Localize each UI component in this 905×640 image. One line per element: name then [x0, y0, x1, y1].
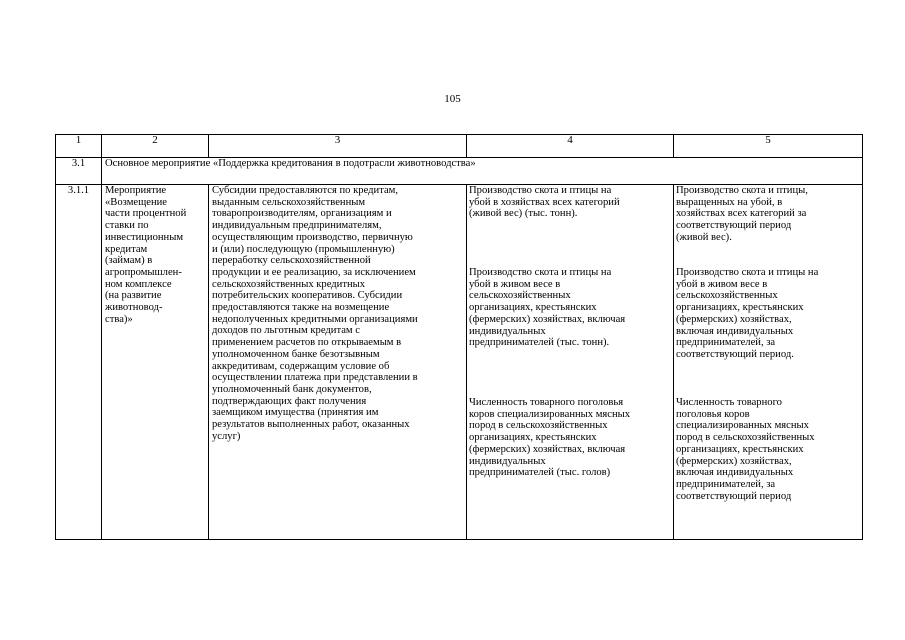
section-number: 3.1 — [56, 158, 102, 185]
indicator-2: Производство скота и птицы на убой в живом весе в сельскохозяйственных организациях, крестьянских (фермерских) хозяйствах, включая индивидуальных предпринимателей (тыс. тонн). — [469, 267, 626, 349]
definitions-cell — [674, 185, 863, 540]
measure-name-cell — [102, 185, 209, 540]
definition-2: Производство скота и птицы на убой в живом весе в сельскохозяйственных организациях, крестьянских (фермерских) хозяйствах, включая индивидуальных предпринимателей, за соответствующий период. — [676, 267, 819, 360]
row-number: 3.1.1 — [56, 185, 102, 540]
indicators-cell — [467, 185, 674, 540]
description-cell — [209, 185, 467, 540]
definition-1: Производство скота и птицы, выращенных на убой, в хозяйствах всех категорий за соответствующий период (живой вес). — [676, 185, 808, 243]
definition-3: Численность товарного поголовья коров специализированных мясных пород в сельскохозяйственных организациях, крестьянских (фермерских) хозяйствах, включая индивидуальных предпринимателей, за соответствующий период — [676, 397, 815, 502]
measures-table — [55, 134, 863, 540]
table-row — [56, 185, 863, 540]
header-col-5: 5 — [674, 135, 863, 158]
section-row — [56, 158, 863, 185]
header-col-1: 1 — [56, 135, 102, 158]
measure-name: Мероприятие «Возмещение части процентной ставки по инвестиционным кредитам (займам) в агропромышлен- ном комплексе (на развитие животновод- ства)» — [105, 185, 187, 325]
header-col-3: 3 — [209, 135, 467, 158]
header-col-4: 4 — [467, 135, 674, 158]
header-row — [56, 135, 863, 158]
measure-description: Субсидии предоставляются по кредитам, выданным сельскохозяйственным товаропроизводителям, организациям и индивидуальным предпринимателям, осуществляющим производство, первичную и (или) последующую (промышленную) переработку сельскохозяйственной продукции и ее реализацию, за исключением сельскохозяйственных кредитных потребительских кооперативов. Субсидии предоставляются также на возмещение недополученных кредитными организациями доходов по льготным кредитам с применением расчетов по открываемым в уполномоченном банке безотзывным аккредитивам, содержащим условие об осуществлении платежа при представлении в уполномоченный банк документов, подтверждающих факт получения заемщиком имущества (принятия им результатов выполненных работ, оказанных услуг) — [212, 185, 418, 442]
page-number: 105 — [444, 93, 461, 105]
indicator-1: Производство скота и птицы на убой в хозяйствах всех категорий (живой вес) (тыс. тонн). — [469, 185, 620, 220]
indicator-3: Численность товарного поголовья коров специализированных мясных пород в сельскохозяйственных организациях, крестьянских (фермерских) хозяйствах, включая индивидуальных предпринимателей (тыс. голов) — [469, 397, 631, 479]
header-col-2: 2 — [102, 135, 209, 158]
section-title: Основное мероприятие «Поддержка кредитования в подотрасли животноводства» — [102, 158, 863, 185]
